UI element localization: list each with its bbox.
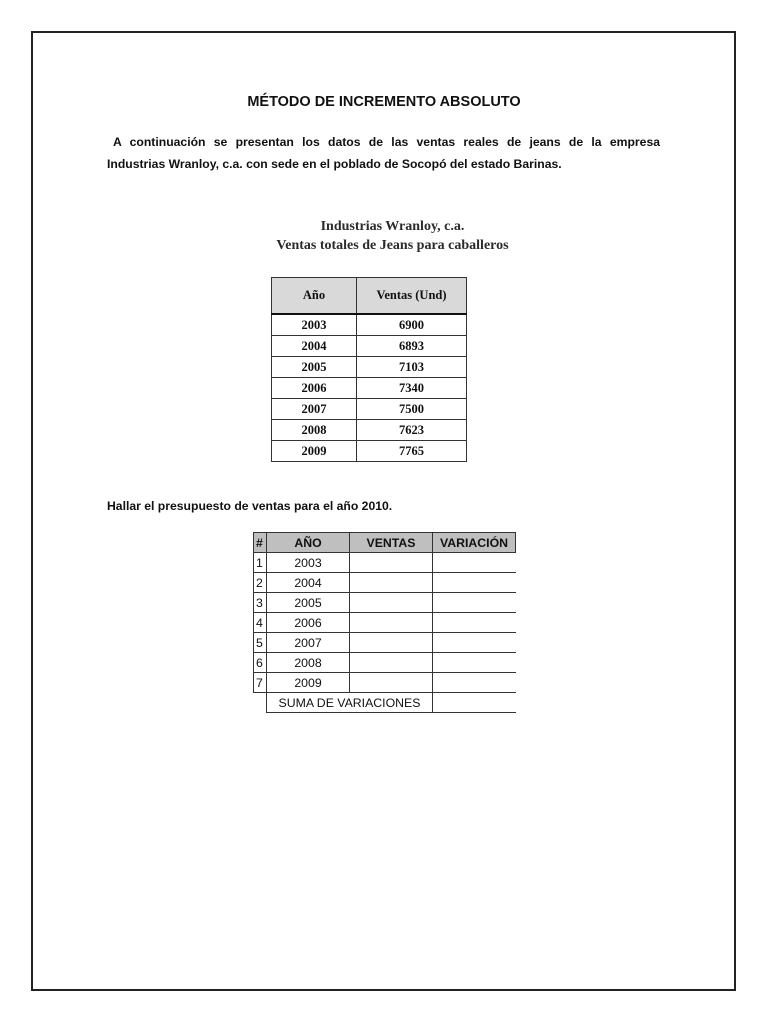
sales-data-table (271, 277, 467, 462)
table-row (272, 378, 467, 399)
cell-year: 2008 (272, 420, 357, 441)
table-header-row (254, 533, 516, 553)
table-row (254, 633, 516, 653)
intro-paragraph (107, 131, 660, 175)
column-header-sales: Ventas (Und) (357, 278, 467, 315)
cell-year: 2006 (272, 378, 357, 399)
cell-number: 6 (254, 653, 267, 673)
table-row (254, 573, 516, 593)
table-row (254, 673, 516, 693)
table-row (272, 314, 467, 336)
cell-year: 2006 (267, 613, 350, 633)
cell-sales (350, 553, 433, 573)
table-row (272, 420, 467, 441)
variation-worksheet-table (253, 532, 516, 713)
cell-sales (350, 653, 433, 673)
cell-variation (433, 593, 516, 613)
cell-sales: 6893 (357, 336, 467, 357)
cell-variation (433, 633, 516, 653)
cell-sales: 7340 (357, 378, 467, 399)
sum-row-spacer (254, 693, 267, 713)
cell-sales (350, 633, 433, 653)
cell-sales: 7623 (357, 420, 467, 441)
cell-variation (433, 573, 516, 593)
cell-sales (350, 593, 433, 613)
cell-sales: 7103 (357, 357, 467, 378)
sum-row (254, 693, 516, 713)
table-row (254, 553, 516, 573)
sum-of-variations-label: SUMA DE VARIACIONES (267, 693, 433, 713)
cell-variation (433, 553, 516, 573)
cell-sales (350, 673, 433, 693)
column-header-sales: VENTAS (350, 533, 433, 553)
cell-year: 2005 (267, 593, 350, 613)
cell-variation (433, 653, 516, 673)
cell-year: 2004 (267, 573, 350, 593)
source-table-caption-company: Industrias Wranloy, c.a. (320, 219, 465, 234)
cell-year: 2004 (272, 336, 357, 357)
cell-sales: 7500 (357, 399, 467, 420)
table-row (272, 441, 467, 462)
table-row (254, 593, 516, 613)
cell-year: 2007 (267, 633, 350, 653)
cell-sales (350, 613, 433, 633)
sum-of-variations-value (433, 693, 516, 713)
cell-number: 5 (254, 633, 267, 653)
cell-variation (433, 613, 516, 633)
cell-year: 2007 (272, 399, 357, 420)
intro-line-2: Industrias Wranloy, c.a. con sede en el poblado de Socopó del estado Barinas. (107, 157, 562, 171)
cell-sales: 6900 (357, 314, 467, 336)
column-header-year: AÑO (267, 533, 350, 553)
cell-year: 2003 (267, 553, 350, 573)
table-row (272, 357, 467, 378)
table-row (254, 613, 516, 633)
cell-number: 1 (254, 553, 267, 573)
cell-year: 2003 (272, 314, 357, 336)
table-row (272, 336, 467, 357)
table-row (254, 653, 516, 673)
column-header-variation: VARIACIÓN (433, 533, 516, 553)
cell-number: 3 (254, 593, 267, 613)
task-statement: Hallar el presupuesto de ventas para el año 2010. (107, 499, 393, 513)
source-table-caption-subtitle: Ventas totales de Jeans para caballeros (276, 238, 509, 253)
cell-number: 2 (254, 573, 267, 593)
cell-variation (433, 673, 516, 693)
cell-sales: 7765 (357, 441, 467, 462)
document-title: MÉTODO DE INCREMENTO ABSOLUTO (247, 94, 521, 110)
intro-line-1: A continuación se presentan los datos de las ventas reales de jeans de la empresa (113, 135, 660, 149)
cell-number: 7 (254, 673, 267, 693)
cell-year: 2009 (267, 673, 350, 693)
cell-year: 2008 (267, 653, 350, 673)
table-row (272, 399, 467, 420)
cell-number: 4 (254, 613, 267, 633)
column-header-year: Año (272, 278, 357, 315)
cell-sales (350, 573, 433, 593)
cell-year: 2009 (272, 441, 357, 462)
column-header-number: # (254, 533, 267, 553)
table-header-row (272, 278, 467, 315)
cell-year: 2005 (272, 357, 357, 378)
